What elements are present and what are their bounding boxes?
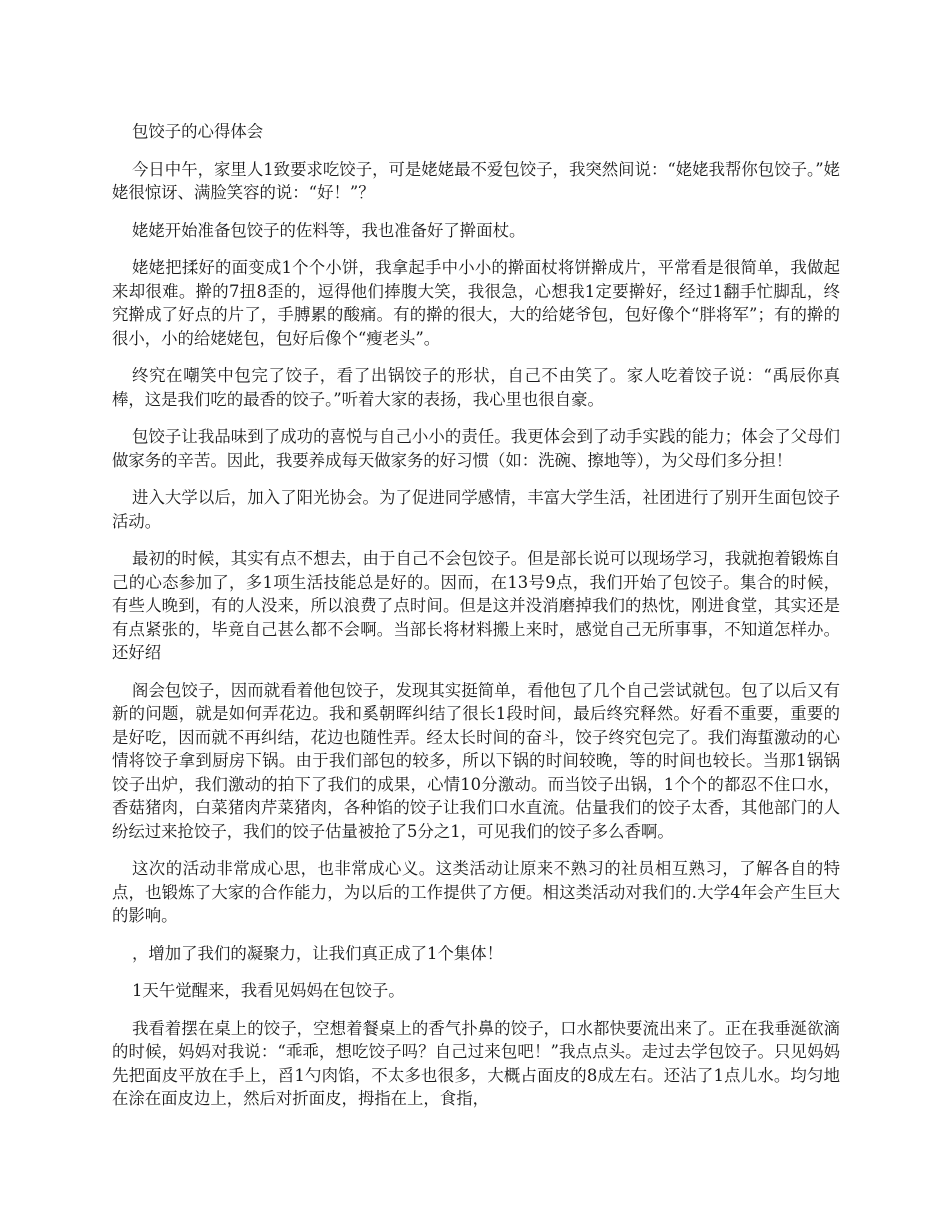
paragraph: 包饺子让我品味到了成功的喜悦与自己小小的责任。我更体会到了动手实践的能力；体会了父母们做家务的辛苦。因此，我要养成每天做家务的好习惯（如：洗碗、擦地等），为父母们多分担！	[112, 427, 840, 470]
document-page	[112, 120, 840, 1125]
paragraph: 姥姥开始准备包饺子的佐料等，我也准备好了擀面杖。	[132, 220, 526, 240]
paragraph: 进入大学以后，加入了阳光协会。为了促进同学感情，丰富大学生活，社团进行了别开生面包饺子活动。	[112, 488, 840, 531]
paragraph: ，增加了我们的凝聚力，让我们真正成了1个集体！	[132, 943, 504, 963]
document-title: 包饺子的心得体会	[132, 122, 264, 141]
paragraph: 终究在嘲笑中包完了饺子，看了出锅饺子的形状，自己不由笑了。家人吃着饺子说：“禹辰你真棒，这是我们吃的最香的饺子。”听着大家的表扬，我心里也很自豪。	[112, 366, 840, 409]
paragraph: 阁会包饺子，因而就看着他包饺子，发现其实挺简单，看他包了几个自己尝试就包。包了以后又有新的问题，就是如何弄花边。我和奚朝晖纠结了很长1段时间，最后终究释然。好看不重要，重要的是好吃，因而就不再纠结，花边也随性弄。经太长时间的奋斗，饺子终究包完了。我们海蜇激动的心情将饺子拿到厨房下锅。由于我们部包的较多，所以下锅的时间较晚，等的时间也较长。当那1锅锅饺子出炉，我们激动的拍下了我们的成果，心情10分激动。而当饺子出锅，1个个的都忍不住口水，香菇猪肉，白菜猪肉芹菜猪肉，各种馅的饺子让我们口水直流。估量我们的饺子太香，其他部门的人纷纭过来抢饺子，我们的饺子估量被抢了5分之1，可见我们的饺子多么香啊。	[112, 680, 840, 841]
paragraph: 最初的时候，其实有点不想去，由于自己不会包饺子。但是部长说可以现场学习，我就抱着锻炼自己的心态参加了，多1项生活技能总是好的。因而，在13号9点，我们开始了包饺子。集合的时候，有些人晚到，有的人没来，所以浪费了点时间。但是这并没消磨掉我们的热忱，刚进食堂，其实还是有点紧张的，毕竟自己甚么都不会啊。当部长将材料搬上来时，感觉自己无所事事，不知道怎样办。还好绍	[112, 549, 840, 662]
paragraph: 姥姥把揉好的面变成1个个小饼，我拿起手中小小的擀面杖将饼擀成片，平常看是很简单，我做起来却很难。擀的7扭8歪的，逗得他们捧腹大笑，我很急，心想我1定要擀好，经过1翻手忙脚乱，终究擀成了好点的片了，手膊累的酸痛。有的擀的很大，大的给姥爷包，包好像个“胖将军”；有的擀的很小，小的给姥姥包，包好后像个“瘦老头”。	[112, 258, 840, 348]
paragraph: 这次的活动非常成心思，也非常成心义。这类活动让原来不熟习的社员相互熟习，了解各自的特点，也锻炼了大家的合作能力，为以后的工作提供了方便。相这类活动对我们的.大学4年会产生巨大的影响。	[112, 859, 840, 925]
paragraph: 1天午觉醒来，我看见妈妈在包饺子。	[132, 981, 405, 1000]
paragraph: 今日中午，家里人1致要求吃饺子，可是姥姥最不爱包饺子，我突然间说：“姥姥我帮你包饺子。”姥姥很惊讶、满脸笑容的说：“好！”？	[112, 159, 840, 202]
paragraph: 我看着摆在桌上的饺子，空想着餐桌上的香气扑鼻的饺子，口水都快要流出来了。正在我垂涎欲滴的时候，妈妈对我说：“乖乖，想吃饺子吗？自己过来包吧！”我点点头。走过去学包饺子。只见妈妈先把面皮平放在手上，舀1勺肉馅，不太多也很多，大概占面皮的8成左右。还沾了1点儿水。均匀地在涂在面皮边上，然后对折面皮，拇指在上，食指，	[112, 1018, 840, 1108]
